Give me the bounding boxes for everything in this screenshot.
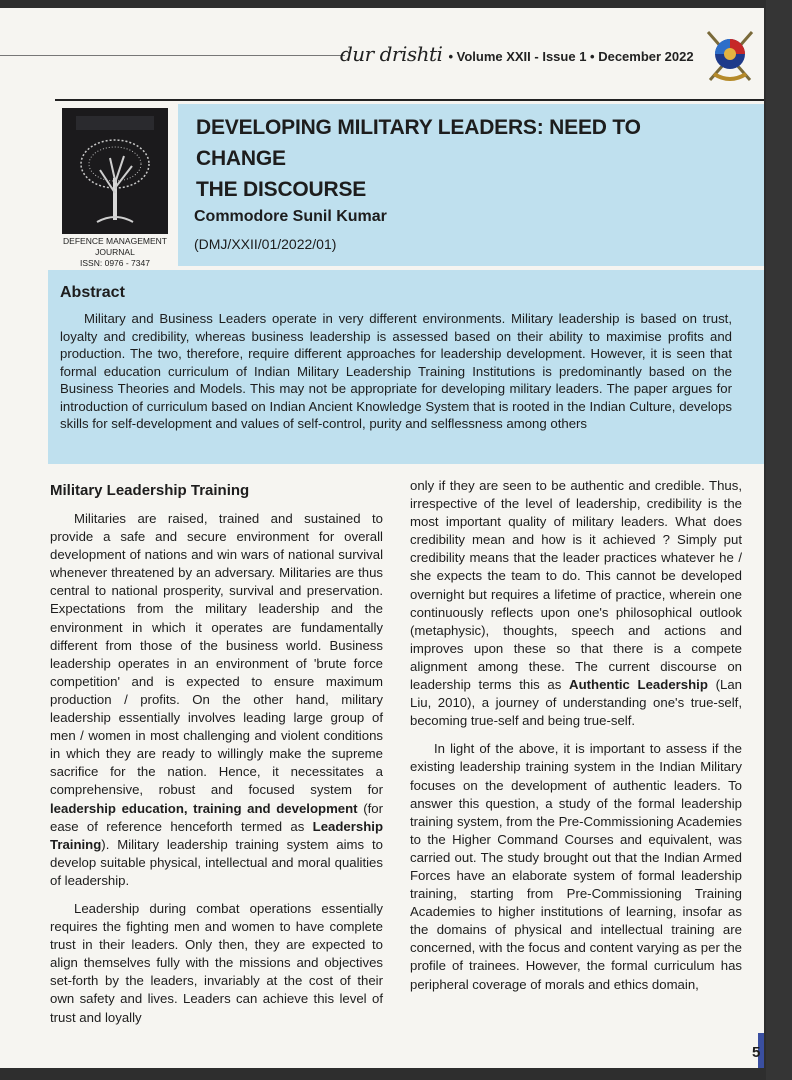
cover-caption xyxy=(56,236,174,269)
right-column xyxy=(410,477,742,994)
header-divider xyxy=(55,99,764,101)
viewer-edge-strip xyxy=(766,0,792,1080)
issue-line: • Volume XXII - Issue 1 • December 2022 xyxy=(448,49,694,64)
cover-caption-issn: ISSN: 0976 - 7347 xyxy=(80,258,150,268)
left-p1-bold-2: Leadership Training xyxy=(50,818,383,852)
right-p1-bold: Authentic Leadership xyxy=(569,677,708,693)
article-title-line-2: THE DISCOURSE xyxy=(196,178,367,201)
journal-header xyxy=(340,42,710,68)
right-p1-text-a: only if they are seen to be authentic and credible. Thus, irrespective of the level of leadership, credibility is the most important quality of military leaders. What does credibility mean and how is it achieved ? Simply put credibility means that the leader practices whatever he / she expects the team to do. This cannot be developed overnight but requires a lifetime of practice, wherein one continuously reflects upon one's philosophical outlook (metaphysic), thoughts, speech and actions and improves upon these so that there is a compete alignment among these. The current discourse on leadership terms this as xyxy=(410,478,742,693)
right-p1-text-b: (Lan Liu, 2010), a journey of understanding one's true-self, becoming true-self and being true-self. xyxy=(410,677,742,729)
abstract-text: Military and Business Leaders operate in very different environments. Military leadership is based on trust, loyalty and credibility, whereas business leadership is assessed based on their ability to maximise profits and production. The two, therefore, require different approaches for leadership development. However, it is seen that formal education curriculum of Indian Military Leadership Training Institutions is predominantly based on the Business Theories and Models. This may not be appropriate for developing military leaders. The paper argues for introduction of curriculum based on Indian Ancient Knowledge System that is rooted in the Indian Culture, develops skills for self-development and values of self-control, purity and selflessness among others xyxy=(60,311,732,431)
journal-page xyxy=(0,8,764,1068)
left-paragraph-1 xyxy=(50,510,383,890)
section-heading: Military Leadership Training xyxy=(50,482,250,499)
cover-caption-journal: DEFENCE MANAGEMENT JOURNAL xyxy=(63,236,167,257)
page-number: 5 xyxy=(752,1044,761,1061)
abstract-heading: Abstract xyxy=(60,284,125,301)
journal-cover-image xyxy=(62,108,168,234)
header-rule xyxy=(0,55,345,56)
author-name: Commodore Sunil Kumar xyxy=(194,208,387,225)
left-p1-text-b: (for ease of reference henceforth termed as xyxy=(50,800,383,834)
left-p1-bold-1: leadership education, training and development xyxy=(50,800,358,816)
article-ref-code: (DMJ/XXII/01/2022/01) xyxy=(194,236,337,252)
journal-logo-text: dur drishti xyxy=(340,42,443,66)
article-title-line-1: DEVELOPING MILITARY LEADERS: NEED TO CHANGE xyxy=(196,116,641,170)
left-column xyxy=(50,510,383,1027)
tri-service-crest-icon xyxy=(700,26,760,88)
right-paragraph-1 xyxy=(410,477,742,730)
article-title xyxy=(196,112,736,205)
left-p1-text-a: Militaries are raised, trained and sustained to provide a safe and secure environment for overall development of nations and win wars of national survival whenever threatened by an adversary. Militaries are thus central to national prosperity, survival and preservation. Expectations from the military leadership and the environment in which it operates are fundamentally different from those of the business world. Business leadership operates in an environment of 'brute force competition' and is expected to ensure maximum production / profits. On the other hand, military leadership essentially involves leading large group of men / women in most challenging and violent conditions in which they are ready to willingly make the supreme sacrifice for the nation. Hence, it necessitates a comprehensive, robust and focused system for xyxy=(50,511,383,798)
right-paragraph-2: In light of the above, it is important to assess if the existing leadership training system in the Indian Military focuses on the development of authentic leaders. To answer this question, a study of the formal leadership training system, from the Pre-Commissioning Academies to the Higher Command Courses and equivalent, was carried out. The study brought out that the Indian Armed Forces have an elaborate system of formal leadership training, starting from Pre-Commissioning Training Academies to higher institutions of learning, insofar as the domains of physical and intellectual training are concerned, with the focus and content varying as per the profile of trainees. However, the formal curriculum has peripheral coverage of morals and ethics domain, xyxy=(410,741,742,992)
left-paragraph-2: Leadership during combat operations essentially requires the fighting men and women to have complete trust in their leaders. Only then, they are expected to align themselves fully with the missions and objectives set-forth by the leaders, invariably at the cost of their own safety and lives. Leaders can achieve this level of trust and loyally xyxy=(50,900,383,1025)
left-p1-text-c: ). Military leadership training system aims to develop suitable physical, intellectual and moral qualities of leadership. xyxy=(50,836,383,888)
